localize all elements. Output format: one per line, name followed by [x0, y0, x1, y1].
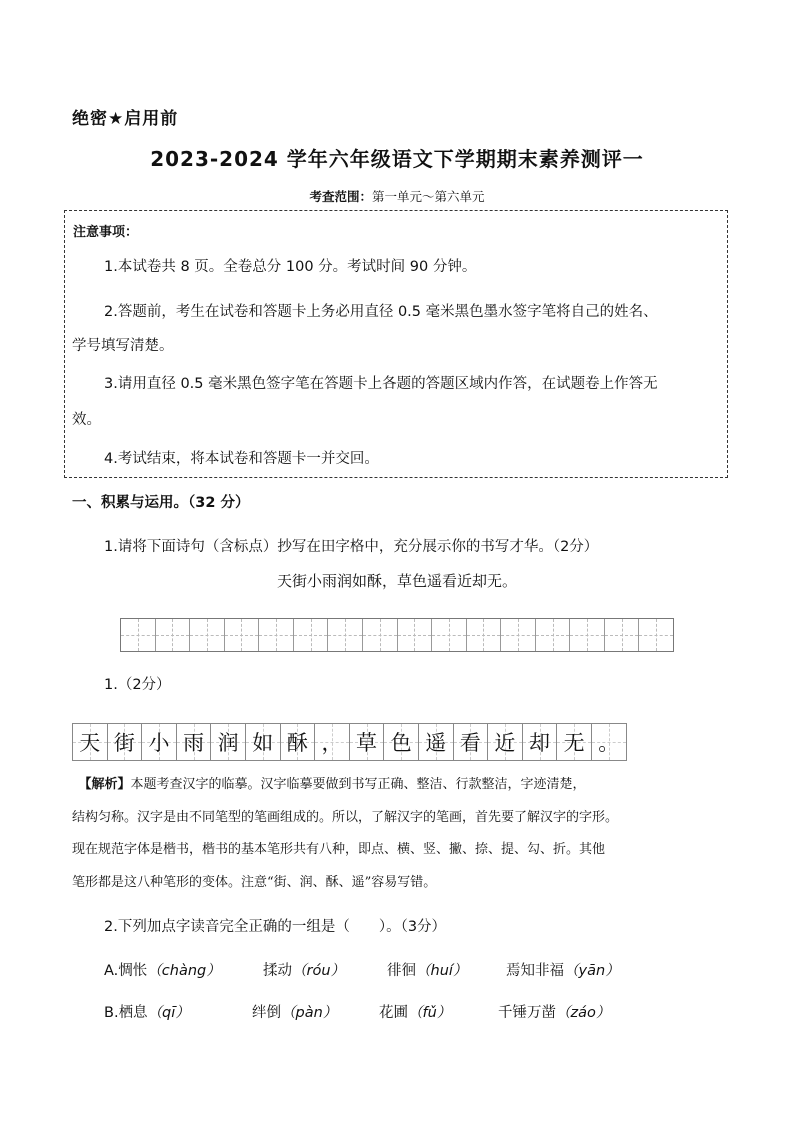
poem-line: 天街小雨润如酥，草色遥看近却无。: [276, 572, 517, 590]
option-letter: B.: [104, 1005, 119, 1021]
grid-cell[interactable]: [362, 619, 397, 651]
notice-line: 效。: [72, 412, 101, 428]
answer-cell: 如: [246, 724, 281, 760]
answer-cell: 小: [142, 724, 177, 760]
grid-cell[interactable]: [466, 619, 501, 651]
answer-cell: 润: [211, 724, 246, 760]
grid-cell[interactable]: [327, 619, 362, 651]
notice-box: [64, 210, 728, 478]
grid-cell[interactable]: [604, 619, 639, 651]
notice-line: 2.答题前，考生在试卷和答题卡上务必用直径 0.5 毫米黑色墨水签字笔将自己的姓名、: [104, 304, 658, 320]
question-1-prompt: 1.请将下面诗句（含标点）抄写在田字格中，充分展示你的书写才华。（2分）: [104, 539, 599, 555]
notice-line: 3.请用直径 0.5 毫米黑色签字笔在答题卡上各题的答题区域内作答，在试题卷上作答无: [104, 376, 658, 392]
option-b[interactable]: B.栖息（qī）: [104, 1005, 190, 1021]
option-b-word: 绊倒（pàn）: [252, 1005, 338, 1021]
answer-cell: 看: [454, 724, 489, 760]
grid-cell[interactable]: [500, 619, 535, 651]
answer-cell: 雨: [177, 724, 212, 760]
scope-value: 第一单元～第六单元: [372, 189, 485, 204]
grid-cell[interactable]: [155, 619, 190, 651]
option-letter: A.: [104, 963, 119, 979]
option-b-word: 千锤万凿（záo）: [498, 1005, 611, 1021]
option-a-word: 徘徊（huí）: [387, 963, 468, 979]
answer-cell: 遥: [419, 724, 454, 760]
answer-cell: ，: [315, 724, 350, 760]
grid-cell[interactable]: [258, 619, 293, 651]
question-2-prompt: 2.下列加点字读音完全正确的一组是（ ）。（3分）: [104, 919, 447, 935]
notice-heading: 注意事项：: [73, 225, 139, 240]
tianzige-grid[interactable]: [120, 618, 674, 652]
option-a-word: 焉知非福（yān）: [506, 963, 620, 979]
answer-cell: 却: [523, 724, 558, 760]
exam-scope: [0, 187, 794, 205]
option-a[interactable]: A.惆怅（chàng）: [104, 963, 221, 979]
analysis-line: 笔形都是这八种笔形的变体。注意“街、润、酥、遥”容易写错。: [72, 874, 437, 890]
answer-cell: 草: [350, 724, 385, 760]
answer-1-label: 1.（2分）: [104, 677, 171, 693]
analysis-line: 现在规范字体是楷书，楷书的基本笔形共有八种，即点、横、竖、撇、捺、提、勾、折。其他: [72, 842, 606, 857]
notice-line: 4.考试结束，将本试卷和答题卡一并交回。: [104, 451, 379, 467]
confidential-mark: 绝密★启用前: [72, 109, 179, 129]
handwritten-answer-grid: [72, 723, 627, 761]
grid-cell[interactable]: [431, 619, 466, 651]
grid-cell[interactable]: [189, 619, 224, 651]
grid-cell[interactable]: [638, 619, 673, 651]
answer-cell: 近: [488, 724, 523, 760]
answer-cell: 。: [592, 724, 627, 760]
answer-cell: 酥: [281, 724, 316, 760]
answer-cell: 色: [384, 724, 419, 760]
analysis-block: [72, 769, 728, 899]
analysis-label: 【解析】: [85, 777, 131, 792]
grid-cell[interactable]: [293, 619, 328, 651]
section-heading: 一、积累与运用。（32 分）: [72, 495, 250, 511]
notice-line: 学号填写清楚。: [72, 338, 174, 354]
notice-line: 1.本试卷共 8 页。全卷总分 100 分。考试时间 90 分钟。: [104, 259, 477, 275]
grid-cell[interactable]: [535, 619, 570, 651]
analysis-line: 【解析】本题考查汉字的临摹。汉字临摹要做到书写正确、整洁、行款整洁，字迹清楚，: [85, 777, 586, 792]
answer-cell: 无: [557, 724, 592, 760]
grid-cell[interactable]: [397, 619, 432, 651]
option-b-word: 花圃（fǔ）: [379, 1005, 452, 1021]
analysis-line: 结构匀称。汉字是由不同笔型的笔画组成的。所以，了解汉字的笔画，首先要了解汉字的字形。: [72, 809, 619, 825]
answer-cell: 天: [73, 724, 108, 760]
answer-cell: 街: [108, 724, 143, 760]
grid-cell[interactable]: [224, 619, 259, 651]
grid-cell[interactable]: [121, 619, 155, 651]
option-a-word: 揉动（róu）: [263, 963, 346, 979]
scope-label: 考查范围：: [309, 189, 372, 204]
page-title: 2023-2024 学年六年级语文下学期期末素养测评一: [150, 147, 644, 171]
grid-cell[interactable]: [569, 619, 604, 651]
